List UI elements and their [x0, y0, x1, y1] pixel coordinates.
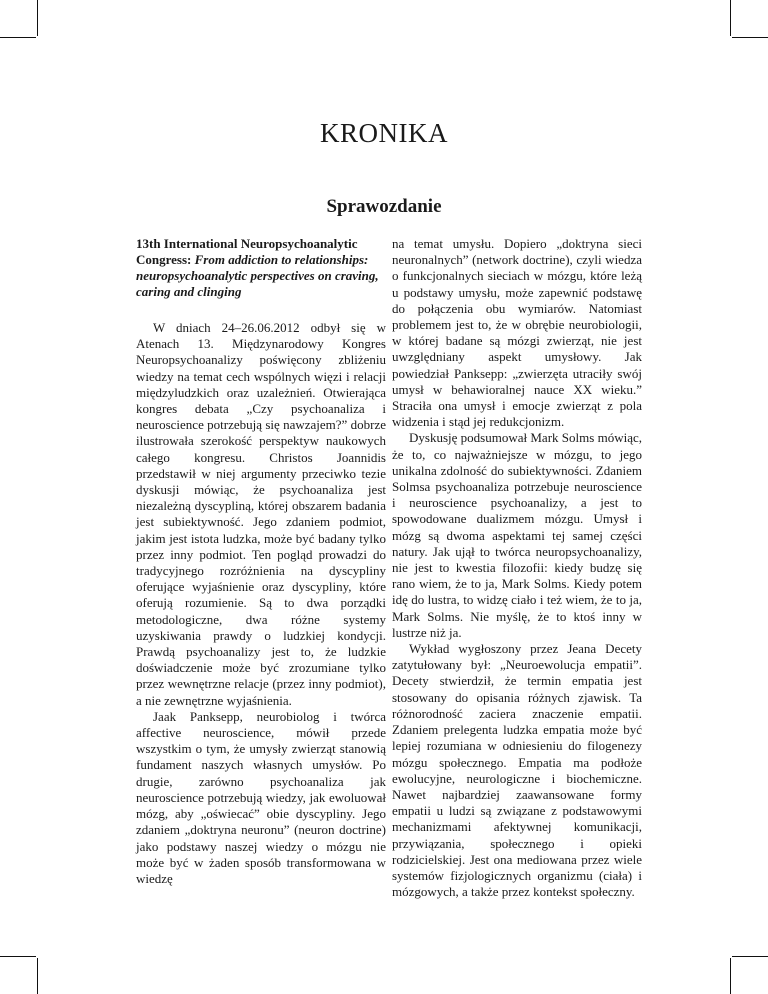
crop-mark [732, 956, 768, 957]
crop-mark [37, 0, 38, 36]
conference-subtitle: From addiction to relationships: neuropsychoanalytic perspectives on craving, caring and clinging [136, 252, 379, 299]
crop-mark [0, 956, 36, 957]
conference-name: 13th International Neuropsychoanalytic Congress: [136, 236, 358, 267]
crop-mark [37, 958, 38, 994]
crop-mark [0, 37, 36, 38]
article-title: Sprawozdanie [326, 196, 442, 217]
crop-mark [730, 0, 731, 36]
paragraph: Wykład wygłoszony przez Jeana Decety zatytułowany był: „Neuroewolucja empatii”. Decety stwierdził, że termin empatia jest stosowany do opisania różnych zjawisk. Ta różnorodność zaciera znaczenie empatii. Zdaniem prelegenta ludzka empatia może być lepiej rozumiana w odniesieniu do filogenezy mózgu społecznego. Empatia ma podłoże ewolucyjne, neurologiczne i biochemiczne. Nawet najbardziej zaawansowane formy empatii u ludzi są związane z podstawowymi mechanizmami afektywnej komunikacji, przywiązania, społecznego i opieki rodzicielskiej. Jest ona mediowana przez wiele systemów fizjologicznych organizmu (ciała) i mózgowych, a także przez kontekst społeczny. [392, 641, 642, 900]
conference-heading [136, 236, 386, 300]
right-column [392, 236, 642, 900]
crop-mark [730, 958, 731, 994]
crop-mark [732, 37, 768, 38]
paragraph-continued: na temat umysłu. Dopiero „doktryna sieci neuronalnych” (network doctrine), czyli wiedza o funkcjonalnych sieciach w mózgu, które leżą u podstawy umysłu, może zapewnić podstawę do połączenia obu wymiarów. Natomiast problemem jest to, że w obrębie neurobiologii, w której badane są mózgi zwierząt, nie jest uwzględniany aspekt umysłowy. Jak powiedział Panksepp: „zwierzęta utraciły swój umysł w behawioralnej nauce XX wieku.” Straciła ona umysł i emocje zwierząt z pola widzenia i stąd jej redukcjonizm. [392, 236, 642, 430]
paragraph: W dniach 24–26.06.2012 odbył się w Atenach 13. Międzynarodowy Kongres Neuropsychoanalizy poświęcony zbliżeniu wiedzy na temat cech wspólnych więzi i relacji międzyludzkich oraz uzależnień. Otwierająca kongres debata „Czy psychoanaliza i neuroscience potrzebują się nawzajem?” dobrze ilustrowała szerokość perspektyw naukowych całego kongresu. Christos Joannidis przedstawił w niej argumenty przeciwko tezie dyskusji mówiąc, że psychoanaliza jest niezależną dyscypliną, której obszarem badania jest subiektywność. Jego zdaniem podmiot, jakim jest istota ludzka, może być badany tylko przez inny podmiot. Ten pogląd prowadzi do tradycyjnego rozróżnienia na dyscypliny oferujące wyjaśnienie oraz dyscypliny, które oferują rozumienie. Są to dwa porządki metodologiczne, dwa różne systemy uzyskiwania prawdy o ludzkiej kondycji. Prawdą psychoanalizy jest to, że ludzkie doświadczenie może być zrozumiane tylko przez wewnętrzne relacje (przez inny podmiot), a nie zewnętrzne wyjaśnienia. [136, 320, 386, 708]
left-column [136, 236, 386, 887]
section-title: KRONIKA [320, 118, 448, 148]
paragraph: Dyskusję podsumował Mark Solms mówiąc, że to, co najważniejsze w mózgu, to jego unikalna zdolność do subiektywności. Zdaniem Solmsa psychoanaliza potrzebuje neuroscience i neuroscience psychoanalizy, a jest to spowodowane dualizmem mózgu. Umysł i mózg są dwoma aspektami tej samej części natury. Jak ujął to twórca neuropsychoanalizy, nie jest to kwestia filozofii: kiedy budzę się rano wiem, że to ja, Mark Solms. Kiedy potem idę do lustra, to widzę ciało i też wiem, że to ja, Mark Solms. Nie myślę, że to ktoś inny w lustrze niż ja. [392, 430, 642, 640]
paragraph: Jaak Panksepp, neurobiolog i twórca affective neuroscience, mówił przede wszystkim o tym, że umysły zwierząt stanowią fundament naszych własnych umysłów. Po drugie, zarówno psychoanaliza jak neuroscience potrzebują wiedzy, jak ewoluował mózg, aby „oświecać” obie dyscypliny. Jego zdaniem „doktryna neuronu” (neuron doctrine) jako podstawy naszej wiedzy o mózgu nie może być w żaden sposób transformowana w wiedzę [136, 708, 386, 886]
